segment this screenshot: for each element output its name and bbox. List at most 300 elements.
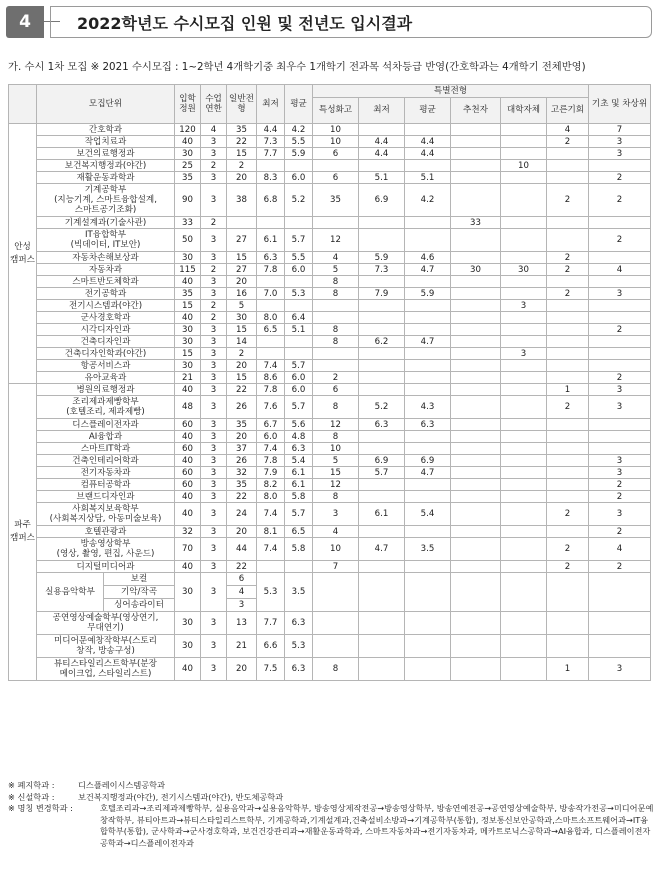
value-cell: 6.4 bbox=[285, 312, 313, 324]
value-cell: 3 bbox=[227, 599, 257, 612]
page-title: 2022학년도 수시모집 인원 및 전년도 입시결과 bbox=[77, 14, 413, 33]
value-cell bbox=[451, 252, 501, 264]
table-row bbox=[9, 612, 651, 635]
value-cell: 22 bbox=[227, 491, 257, 503]
table-row bbox=[9, 538, 651, 561]
value-cell: 15 bbox=[175, 348, 201, 360]
value-cell bbox=[359, 479, 405, 491]
value-cell bbox=[451, 561, 501, 573]
value-cell: 8 bbox=[313, 491, 359, 503]
value-cell bbox=[405, 526, 451, 538]
table-row bbox=[9, 467, 651, 479]
value-cell bbox=[405, 372, 451, 384]
value-cell: 4.7 bbox=[405, 264, 451, 276]
value-cell: 35 bbox=[227, 479, 257, 491]
value-cell: 6.3 bbox=[285, 612, 313, 635]
value-cell bbox=[501, 217, 547, 229]
value-cell: 8.3 bbox=[257, 172, 285, 184]
value-cell: 3 bbox=[589, 148, 651, 160]
value-cell bbox=[501, 419, 547, 431]
value-cell: 13 bbox=[227, 612, 257, 635]
value-cell: 7.4 bbox=[257, 443, 285, 455]
value-cell bbox=[501, 372, 547, 384]
unit-name: 건축디자인학과(야간) bbox=[37, 348, 175, 360]
value-cell bbox=[451, 148, 501, 160]
value-cell bbox=[405, 217, 451, 229]
value-cell bbox=[589, 217, 651, 229]
unit-name: 호텔관광과 bbox=[37, 526, 175, 538]
value-cell: 6.5 bbox=[257, 324, 285, 336]
value-cell: 8.1 bbox=[257, 526, 285, 538]
value-cell bbox=[405, 658, 451, 681]
value-cell: 7.6 bbox=[257, 396, 285, 419]
value-cell: 2 bbox=[201, 264, 227, 276]
value-cell: 3 bbox=[201, 635, 227, 658]
value-cell bbox=[359, 443, 405, 455]
unit-name: 공연영상예술학부(영상연기, 무대연기) bbox=[37, 612, 175, 635]
value-cell: 2 bbox=[589, 324, 651, 336]
value-cell bbox=[405, 612, 451, 635]
note-label: ※ 신설학과 : bbox=[8, 791, 55, 802]
value-cell: 35 bbox=[313, 184, 359, 217]
value-cell: 15 bbox=[227, 372, 257, 384]
value-cell: 8 bbox=[313, 288, 359, 300]
table-row bbox=[9, 360, 651, 372]
music-track: 싱어송라이터 bbox=[114, 600, 164, 610]
value-cell: 10 bbox=[313, 124, 359, 136]
value-cell: 35 bbox=[227, 124, 257, 136]
value-cell: 3.5 bbox=[285, 573, 313, 612]
value-cell bbox=[547, 160, 589, 172]
value-cell: 8.0 bbox=[257, 491, 285, 503]
value-cell bbox=[313, 300, 359, 312]
value-cell bbox=[451, 229, 501, 252]
note-text: 보건복지행정과(야간), 전기시스템과(야간), 반도체공학과 bbox=[78, 791, 284, 802]
table-row bbox=[9, 336, 651, 348]
unit-name: 자동차손해보상과 bbox=[37, 252, 175, 264]
value-cell: 6.7 bbox=[257, 419, 285, 431]
value-cell: 3 bbox=[201, 561, 227, 573]
value-cell bbox=[313, 612, 359, 635]
section-number: 4 bbox=[6, 6, 44, 38]
value-cell: 3 bbox=[201, 288, 227, 300]
value-cell: 2 bbox=[547, 288, 589, 300]
value-cell bbox=[451, 348, 501, 360]
table-row bbox=[9, 419, 651, 431]
value-cell: 3 bbox=[201, 658, 227, 681]
value-cell: 40 bbox=[175, 136, 201, 148]
table-row bbox=[9, 443, 651, 455]
value-cell bbox=[405, 635, 451, 658]
value-cell bbox=[227, 217, 257, 229]
value-cell: 7.5 bbox=[257, 658, 285, 681]
value-cell: 4.4 bbox=[359, 148, 405, 160]
value-cell: 3 bbox=[589, 467, 651, 479]
value-cell: 5.6 bbox=[285, 419, 313, 431]
table-row bbox=[9, 635, 651, 658]
note-label: ※ 명칭 변경학과 : bbox=[8, 803, 73, 814]
note-text: 디스플레이시스템공학과 bbox=[78, 780, 166, 790]
table-row bbox=[9, 217, 651, 229]
value-cell: 6.3 bbox=[257, 252, 285, 264]
value-cell: 2 bbox=[227, 348, 257, 360]
value-cell bbox=[405, 324, 451, 336]
value-cell: 4 bbox=[227, 586, 257, 599]
value-cell bbox=[501, 479, 547, 491]
table-row bbox=[9, 503, 651, 526]
subtitle: 가. 수시 1차 모집 ※ 2021 수시모집 : 1~2학년 4개학기중 최우수 1개학기 전과목 석차등급 반영(간호학과는 4개학기 전체반영) bbox=[8, 61, 586, 73]
music-name: 실용음악학부 bbox=[37, 573, 104, 611]
value-cell: 4.4 bbox=[405, 136, 451, 148]
value-cell: 60 bbox=[175, 419, 201, 431]
value-cell bbox=[589, 431, 651, 443]
value-cell: 3 bbox=[201, 384, 227, 396]
value-cell bbox=[547, 276, 589, 288]
head-special-col: 특성화고 bbox=[313, 97, 359, 123]
note-item bbox=[8, 803, 654, 849]
value-cell: 5.9 bbox=[405, 288, 451, 300]
table-row bbox=[9, 252, 651, 264]
unit-name: 항공서비스과 bbox=[37, 360, 175, 372]
value-cell bbox=[501, 396, 547, 419]
value-cell: 12 bbox=[313, 419, 359, 431]
value-cell: 33 bbox=[451, 217, 501, 229]
value-cell: 6 bbox=[313, 148, 359, 160]
value-cell bbox=[547, 148, 589, 160]
value-cell: 26 bbox=[227, 455, 257, 467]
value-cell: 4.7 bbox=[359, 538, 405, 561]
value-cell bbox=[451, 538, 501, 561]
value-cell: 3 bbox=[201, 229, 227, 252]
value-cell: 20 bbox=[227, 276, 257, 288]
unit-name: 병원의료행정과 bbox=[37, 384, 175, 396]
value-cell: 6.3 bbox=[285, 658, 313, 681]
value-cell: 5.1 bbox=[359, 172, 405, 184]
value-cell bbox=[501, 467, 547, 479]
value-cell bbox=[451, 612, 501, 635]
value-cell bbox=[285, 336, 313, 348]
value-cell bbox=[405, 443, 451, 455]
value-cell: 4 bbox=[313, 526, 359, 538]
table-row bbox=[9, 348, 651, 360]
value-cell: 2 bbox=[313, 372, 359, 384]
value-cell: 2 bbox=[547, 503, 589, 526]
value-cell bbox=[405, 431, 451, 443]
value-cell: 7.9 bbox=[359, 288, 405, 300]
value-cell: 4.7 bbox=[405, 467, 451, 479]
value-cell: 26 bbox=[227, 396, 257, 419]
value-cell bbox=[359, 300, 405, 312]
value-cell: 3 bbox=[201, 467, 227, 479]
value-cell bbox=[257, 276, 285, 288]
value-cell: 3 bbox=[589, 384, 651, 396]
value-cell: 8.0 bbox=[257, 312, 285, 324]
value-cell bbox=[501, 360, 547, 372]
value-cell: 3 bbox=[201, 360, 227, 372]
value-cell: 5.3 bbox=[257, 573, 285, 612]
value-cell bbox=[589, 635, 651, 658]
value-cell bbox=[257, 217, 285, 229]
value-cell: 30 bbox=[175, 148, 201, 160]
value-cell: 6.9 bbox=[359, 455, 405, 467]
value-cell bbox=[451, 124, 501, 136]
value-cell: 70 bbox=[175, 538, 201, 561]
value-cell bbox=[547, 455, 589, 467]
value-cell: 50 bbox=[175, 229, 201, 252]
note-label: ※ 폐지학과 : bbox=[8, 780, 55, 790]
table-row bbox=[9, 324, 651, 336]
value-cell bbox=[501, 229, 547, 252]
value-cell: 7.7 bbox=[257, 148, 285, 160]
value-cell bbox=[359, 229, 405, 252]
value-cell bbox=[451, 419, 501, 431]
value-cell: 22 bbox=[227, 136, 257, 148]
value-cell bbox=[313, 312, 359, 324]
value-cell: 7.4 bbox=[257, 503, 285, 526]
unit-name: 디지털미디어과 bbox=[37, 561, 175, 573]
value-cell bbox=[547, 467, 589, 479]
value-cell: 2 bbox=[589, 229, 651, 252]
value-cell: 4 bbox=[313, 252, 359, 264]
value-cell: 10 bbox=[313, 443, 359, 455]
value-cell: 3 bbox=[201, 526, 227, 538]
value-cell bbox=[501, 612, 547, 635]
value-cell: 5.8 bbox=[285, 538, 313, 561]
value-cell bbox=[501, 538, 547, 561]
value-cell bbox=[547, 348, 589, 360]
value-cell: 10 bbox=[313, 538, 359, 561]
value-cell: 2 bbox=[547, 184, 589, 217]
unit-name: 시각디자인과 bbox=[37, 324, 175, 336]
value-cell: 2 bbox=[589, 561, 651, 573]
value-cell bbox=[547, 217, 589, 229]
value-cell: 5.1 bbox=[285, 324, 313, 336]
unit-name: 방송영상학부 (영상, 촬영, 편집, 사운드) bbox=[37, 538, 175, 561]
value-cell: 2 bbox=[201, 300, 227, 312]
value-cell bbox=[547, 612, 589, 635]
value-cell: 6.0 bbox=[285, 264, 313, 276]
value-cell: 2 bbox=[589, 172, 651, 184]
value-cell: 5.7 bbox=[285, 396, 313, 419]
value-cell: 22 bbox=[227, 384, 257, 396]
value-cell: 115 bbox=[175, 264, 201, 276]
value-cell bbox=[359, 276, 405, 288]
value-cell: 1 bbox=[547, 658, 589, 681]
value-cell: 40 bbox=[175, 276, 201, 288]
head-unit: 모집단위 bbox=[37, 85, 175, 124]
value-cell bbox=[589, 573, 651, 612]
value-cell: 6.1 bbox=[359, 503, 405, 526]
value-cell: 3 bbox=[201, 573, 227, 612]
value-cell bbox=[257, 160, 285, 172]
value-cell bbox=[501, 526, 547, 538]
value-cell bbox=[359, 217, 405, 229]
table-row bbox=[9, 455, 651, 467]
value-cell bbox=[547, 324, 589, 336]
value-cell: 16 bbox=[227, 288, 257, 300]
value-cell bbox=[313, 348, 359, 360]
value-cell: 5.2 bbox=[285, 184, 313, 217]
value-cell: 30 bbox=[175, 612, 201, 635]
value-cell bbox=[359, 124, 405, 136]
value-cell bbox=[285, 276, 313, 288]
value-cell: 3 bbox=[201, 348, 227, 360]
value-cell: 6 bbox=[313, 384, 359, 396]
unit-name: 전기시스템과(야간) bbox=[37, 300, 175, 312]
value-cell: 7.8 bbox=[257, 384, 285, 396]
value-cell: 2 bbox=[201, 160, 227, 172]
value-cell: 2 bbox=[547, 252, 589, 264]
value-cell: 5.5 bbox=[285, 252, 313, 264]
value-cell: 6.0 bbox=[285, 384, 313, 396]
table-row bbox=[9, 136, 651, 148]
value-cell: 38 bbox=[227, 184, 257, 217]
value-cell bbox=[451, 184, 501, 217]
value-cell: 4.7 bbox=[405, 336, 451, 348]
value-cell bbox=[589, 252, 651, 264]
value-cell: 3 bbox=[201, 252, 227, 264]
value-cell: 30 bbox=[227, 312, 257, 324]
value-cell bbox=[359, 384, 405, 396]
value-cell bbox=[359, 348, 405, 360]
value-cell: 3 bbox=[201, 612, 227, 635]
table-row bbox=[9, 160, 651, 172]
value-cell: 8.6 bbox=[257, 372, 285, 384]
value-cell bbox=[359, 360, 405, 372]
value-cell: 30 bbox=[175, 324, 201, 336]
value-cell bbox=[451, 172, 501, 184]
value-cell bbox=[359, 372, 405, 384]
value-cell: 5.4 bbox=[285, 455, 313, 467]
value-cell: 3 bbox=[201, 148, 227, 160]
value-cell: 4 bbox=[201, 124, 227, 136]
value-cell: 27 bbox=[227, 264, 257, 276]
value-cell: 3 bbox=[589, 455, 651, 467]
value-cell bbox=[547, 526, 589, 538]
value-cell bbox=[547, 491, 589, 503]
value-cell bbox=[501, 324, 547, 336]
head-general: 일반전형 bbox=[227, 85, 257, 124]
value-cell bbox=[405, 276, 451, 288]
value-cell bbox=[547, 360, 589, 372]
value-cell bbox=[451, 635, 501, 658]
value-cell: 3 bbox=[589, 136, 651, 148]
value-cell: 10 bbox=[501, 160, 547, 172]
value-cell bbox=[313, 573, 359, 612]
unit-name: 브랜드디자인과 bbox=[37, 491, 175, 503]
value-cell bbox=[359, 491, 405, 503]
value-cell: 7.3 bbox=[359, 264, 405, 276]
value-cell bbox=[257, 561, 285, 573]
value-cell: 6 bbox=[313, 172, 359, 184]
value-cell: 3 bbox=[201, 172, 227, 184]
value-cell bbox=[451, 312, 501, 324]
value-cell bbox=[451, 479, 501, 491]
music-track: 기악/작곡 bbox=[104, 586, 174, 599]
value-cell: 5.3 bbox=[285, 635, 313, 658]
value-cell bbox=[359, 658, 405, 681]
value-cell bbox=[359, 324, 405, 336]
value-cell: 3.5 bbox=[405, 538, 451, 561]
table-row bbox=[9, 124, 651, 136]
unit-name: 사회복지보육학부 (사회복지상담, 아동미술보육) bbox=[37, 503, 175, 526]
value-cell: 7.8 bbox=[257, 455, 285, 467]
table-row bbox=[9, 372, 651, 384]
value-cell: 3 bbox=[201, 324, 227, 336]
value-cell bbox=[405, 491, 451, 503]
table-row bbox=[9, 658, 651, 681]
unit-name: AI융합과 bbox=[37, 431, 175, 443]
value-cell bbox=[501, 184, 547, 217]
value-cell bbox=[501, 252, 547, 264]
value-cell bbox=[451, 136, 501, 148]
value-cell: 21 bbox=[227, 635, 257, 658]
value-cell bbox=[501, 443, 547, 455]
unit-name: 전기공학과 bbox=[37, 288, 175, 300]
value-cell: 35 bbox=[175, 172, 201, 184]
value-cell bbox=[547, 431, 589, 443]
unit-name: 자동차과 bbox=[37, 264, 175, 276]
value-cell: 40 bbox=[175, 561, 201, 573]
value-cell: 40 bbox=[175, 455, 201, 467]
value-cell: 5.8 bbox=[285, 491, 313, 503]
value-cell: 5.9 bbox=[359, 252, 405, 264]
value-cell bbox=[451, 573, 501, 612]
value-cell: 7.4 bbox=[257, 538, 285, 561]
value-cell bbox=[359, 573, 405, 612]
value-cell: 6.3 bbox=[359, 419, 405, 431]
value-cell bbox=[589, 300, 651, 312]
value-cell: 33 bbox=[175, 217, 201, 229]
value-cell bbox=[501, 561, 547, 573]
head-special-col: 대학자체 bbox=[501, 97, 547, 123]
unit-name: 기계설계과(기술사관) bbox=[37, 217, 175, 229]
value-cell: 7 bbox=[589, 124, 651, 136]
value-cell bbox=[501, 658, 547, 681]
value-cell bbox=[285, 217, 313, 229]
head-quota: 입학정원 bbox=[175, 85, 201, 124]
value-cell: 21 bbox=[175, 372, 201, 384]
value-cell bbox=[501, 172, 547, 184]
value-cell: 3 bbox=[201, 455, 227, 467]
value-cell: 14 bbox=[227, 336, 257, 348]
value-cell: 5.2 bbox=[359, 396, 405, 419]
value-cell: 6.0 bbox=[285, 372, 313, 384]
value-cell bbox=[589, 348, 651, 360]
value-cell: 7.8 bbox=[257, 264, 285, 276]
value-cell: 40 bbox=[175, 491, 201, 503]
value-cell: 8 bbox=[313, 336, 359, 348]
value-cell: 3 bbox=[501, 300, 547, 312]
value-cell: 2 bbox=[201, 312, 227, 324]
value-cell: 3 bbox=[313, 503, 359, 526]
value-cell bbox=[359, 635, 405, 658]
value-cell: 30 bbox=[451, 264, 501, 276]
value-cell bbox=[451, 455, 501, 467]
value-cell bbox=[547, 443, 589, 455]
value-cell: 3 bbox=[201, 431, 227, 443]
head-max: 최저 bbox=[257, 85, 285, 124]
value-cell bbox=[547, 172, 589, 184]
value-cell: 15 bbox=[313, 467, 359, 479]
value-cell: 4 bbox=[589, 264, 651, 276]
head-special: 특별전형 bbox=[313, 85, 589, 98]
table-row bbox=[9, 573, 651, 586]
value-cell bbox=[589, 312, 651, 324]
value-cell: 5 bbox=[313, 455, 359, 467]
value-cell bbox=[547, 573, 589, 612]
value-cell: 2 bbox=[589, 491, 651, 503]
